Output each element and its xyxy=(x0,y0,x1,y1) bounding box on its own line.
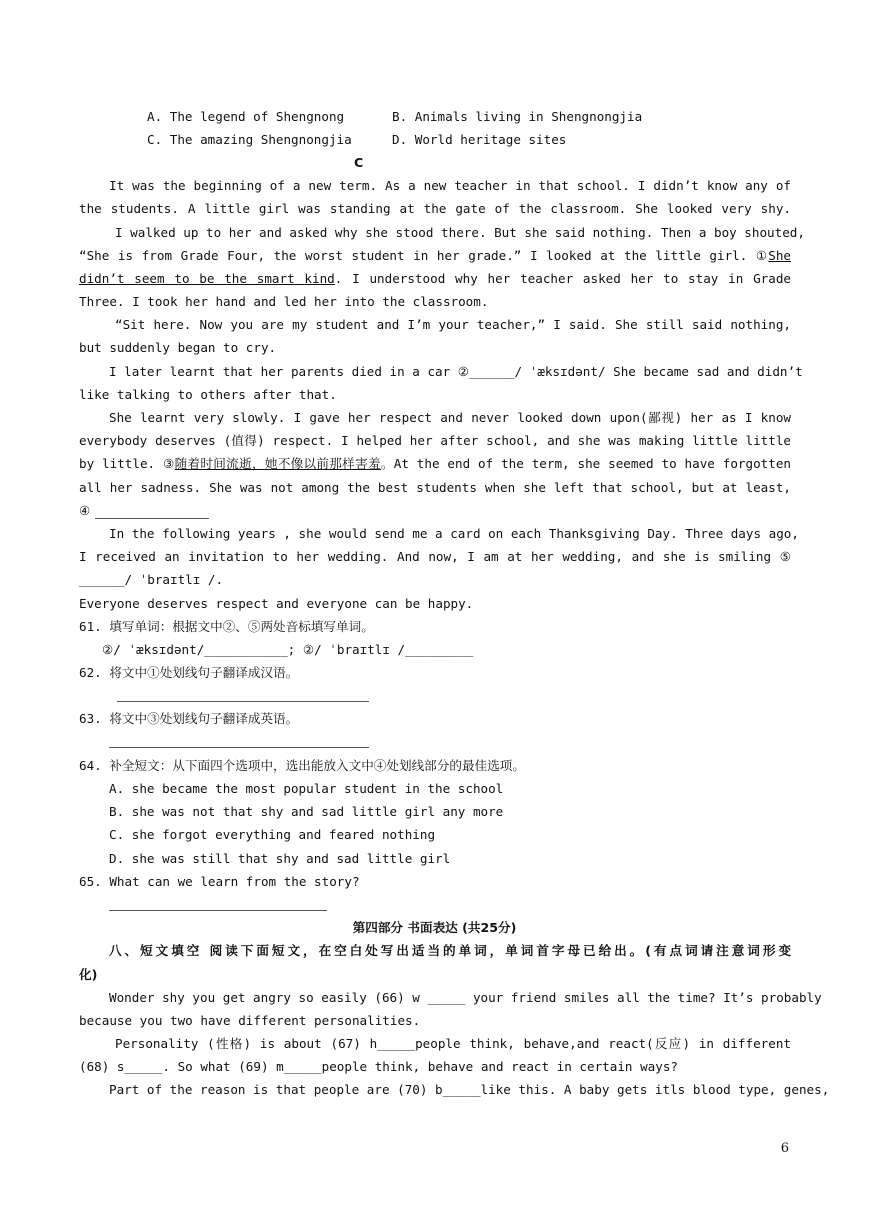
q60-option-d: D. World heritage sites xyxy=(392,132,567,147)
passage-line: everybody deserves (值得) respect. I helped her after school, and she was making little little xyxy=(79,433,791,448)
passage-line: In the following years , she would send me a card on each Thanksgiving Day. Three days ago, xyxy=(109,526,799,541)
passage-line: She learnt very slowly. I gave her respect and never looked down upon(鄙视) her as I know xyxy=(109,410,791,425)
passage-line: ④ xyxy=(79,503,91,518)
passage-line xyxy=(79,247,791,265)
passage-heading: C xyxy=(354,155,364,170)
underlined-sentence-1: She xyxy=(768,248,791,263)
passage-line: all her sadness. She was not among the best students when she left that school, but at least, xyxy=(79,480,791,495)
passage-text: “She is from Grade Four, the worst student in her grade.” I looked at the little girl. ① xyxy=(79,248,769,263)
q60-option-c: C. The amazing Shengnongjia xyxy=(147,132,352,147)
section-instruction: 化) xyxy=(79,967,98,982)
cloze-line: Wonder shy you get angry so easily (66) w _____ your friend smiles all the time? It’s probably xyxy=(109,990,822,1005)
cloze-line: Part of the reason is that people are (70) b_____like this. A baby gets itls blood type, genes, xyxy=(109,1082,830,1097)
question-65: 65. What can we learn from the story? xyxy=(79,874,360,889)
part4-title: 第四部分 书面表达 (共25分) xyxy=(352,920,517,935)
passage-line: Everyone deserves respect and everyone can be happy. xyxy=(79,596,474,611)
passage-line: the students. A little girl was standing at the gate of the classroom. She looked very shy. xyxy=(79,201,791,216)
q60-option-a: A. The legend of Shengnong xyxy=(147,109,345,124)
passage-line: I walked up to her and asked why she stood there. But she said nothing. Then a boy shouted, xyxy=(115,225,805,240)
question-64: 64. 补全短文：从下面四个选项中，选出能放入文中④处划线部分的最佳选项。 xyxy=(79,758,525,773)
section-instruction: 八、短文填空 阅读下面短文，在空白处写出适当的单词，单词首字母已给出。(有点词请注意词形变 xyxy=(109,943,791,958)
cloze-line: (68) s_____. So what (69) m_____people think, behave and react in certain ways? xyxy=(79,1059,678,1074)
passage-line: It was the beginning of a new term. As a new teacher in that school. I didn’t know any of xyxy=(109,178,791,193)
answer-line-62 xyxy=(117,701,369,702)
underlined-sentence-1: didn’t seem to be the smart kind xyxy=(79,271,335,286)
answer-blank-4 xyxy=(95,518,209,519)
passage-text: . I understood why her teacher asked her to stay in Grade xyxy=(334,271,791,286)
passage-line xyxy=(79,270,791,288)
cloze-line: Personality (性格) is about (67) h_____people think, behave,and react(反应) in different xyxy=(115,1036,791,1051)
question-62: 62. 将文中①处划线句子翻译成汉语。 xyxy=(79,665,299,680)
page-number: 6 xyxy=(780,1141,789,1156)
cloze-line: because you two have different personalities. xyxy=(79,1013,421,1028)
passage-line: ______/ ˈbraɪtlɪ /. xyxy=(79,572,224,587)
question-61-answer-line: ②/ ˈæksɪdənt/___________; ②/ ˈbraɪtlɪ /_________ xyxy=(102,642,474,657)
question-61: 61. 填写单词：根据文中②、⑤两处音标填写单词。 xyxy=(79,619,374,634)
underlined-sentence-3: 随着时间流逝，她不像以前那样害羞 xyxy=(174,456,381,471)
passage-line: like talking to others after that. xyxy=(79,387,337,402)
answer-line-65 xyxy=(109,910,327,911)
passage-line: “Sit here. Now you are my student and I’m your teacher,” I said. She still said nothing, xyxy=(115,317,791,332)
passage-line: Three. I took her hand and led her into the classroom. xyxy=(79,294,489,309)
passage-line: I later learnt that her parents died in a car ②______/ ˈæksɪdənt/ She became sad and didn’t xyxy=(109,364,803,379)
answer-line-63 xyxy=(109,747,369,748)
passage-text: 。At the end of the term, she seemed to have forgotten xyxy=(380,456,791,471)
q64-option-d: D. she was still that shy and sad little girl xyxy=(109,851,451,866)
q64-option-a: A. she became the most popular student in the school xyxy=(109,781,504,796)
q60-option-b: B. Animals living in Shengnongjia xyxy=(392,109,643,124)
q64-option-b: B. she was not that shy and sad little girl any more xyxy=(109,804,504,819)
passage-line: but suddenly began to cry. xyxy=(79,340,277,355)
passage-line xyxy=(79,455,791,473)
question-63: 63. 将文中③处划线句子翻译成英语。 xyxy=(79,711,299,726)
passage-text: by little. ③ xyxy=(79,456,175,471)
q64-option-c: C. she forgot everything and feared nothing xyxy=(109,827,436,842)
passage-line: I received an invitation to her wedding. And now, I am at her wedding, and she is smiling ⑤ xyxy=(79,549,791,564)
